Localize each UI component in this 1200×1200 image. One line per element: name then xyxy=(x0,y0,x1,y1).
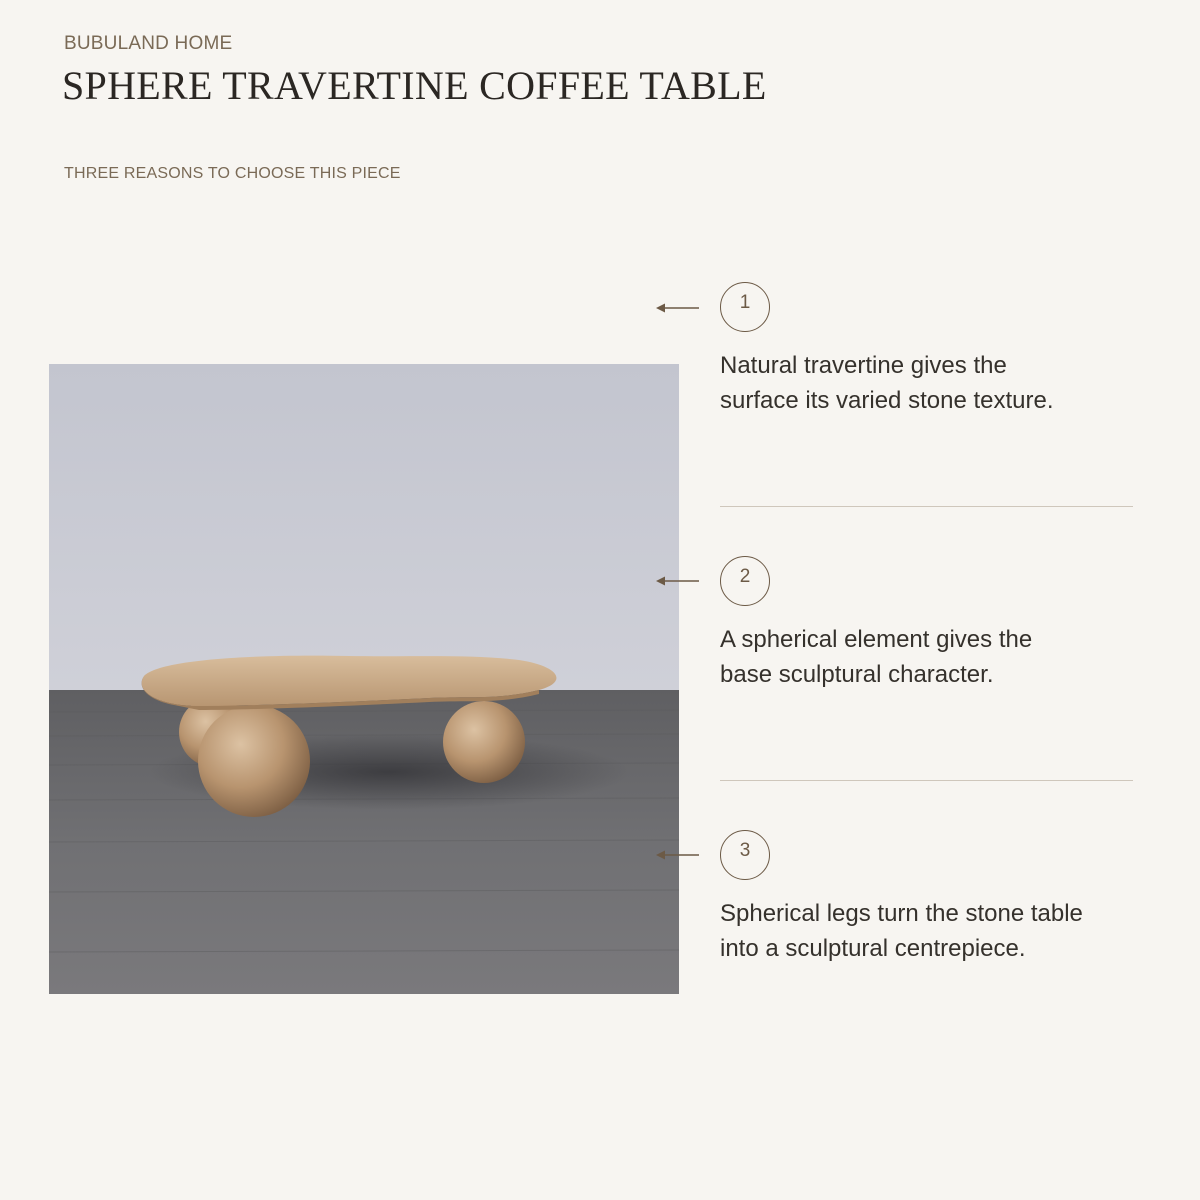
page-title: SPHERE TRAVERTINE COFFEE TABLE xyxy=(62,63,767,108)
reason-text: Natural travertine gives the surface its varied stone texture. xyxy=(720,352,1054,414)
divider xyxy=(720,506,1133,507)
divider xyxy=(720,780,1133,781)
brand-name: BUBULAND HOME xyxy=(64,33,233,54)
arrow-left-icon xyxy=(656,849,700,861)
product-image xyxy=(49,364,679,994)
reason-text: Spherical legs turn the stone table into a sculptural centrepiece. xyxy=(720,900,1083,962)
section-subtitle: THREE REASONS TO CHOOSE THIS PIECE xyxy=(64,165,401,182)
number-badge: 2 xyxy=(720,556,770,606)
arrow-left-icon xyxy=(656,575,700,587)
arrow-left-icon xyxy=(656,302,700,314)
reason-text: A spherical element gives the base sculptural character. xyxy=(720,626,1033,688)
number-badge: 3 xyxy=(720,830,770,880)
number-badge: 1 xyxy=(720,282,770,332)
